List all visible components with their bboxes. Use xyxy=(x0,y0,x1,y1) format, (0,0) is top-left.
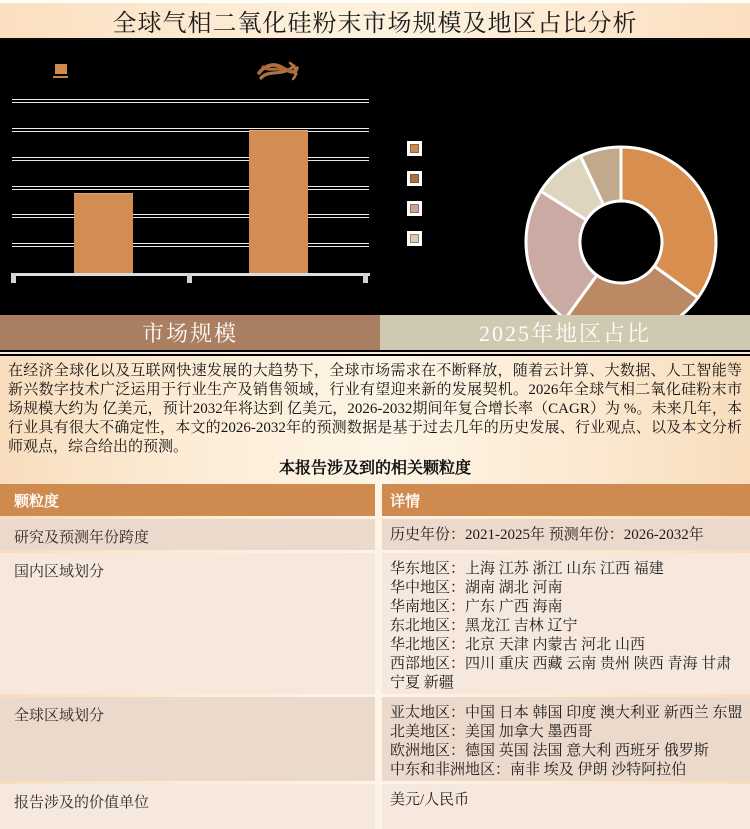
detail-line: 宁夏 新疆 xyxy=(390,675,454,691)
gridline xyxy=(12,157,369,161)
bar-chart-legend-underline xyxy=(53,76,68,78)
table-cell-granularity xyxy=(0,553,375,694)
banner-market-size-label: 市场规模 xyxy=(141,321,238,346)
gridline xyxy=(12,99,369,103)
body-section xyxy=(0,356,750,829)
banner-region-share xyxy=(380,315,750,350)
pie-legend-swatch-fill xyxy=(410,234,419,243)
redaction-scribble-icon xyxy=(256,58,300,84)
table-cell-details xyxy=(382,553,750,694)
detail-line: 亚太地区：中国 日本 韩国 印度 澳大利亚 新西兰 东盟 xyxy=(390,705,743,721)
title-bar xyxy=(0,0,750,40)
detail-line: 美元/人民币 xyxy=(390,792,470,808)
table-cell-granularity xyxy=(0,697,375,781)
detail-line: 西部地区：四川 重庆 西藏 云南 贵州 陕西 青海 甘肃 xyxy=(390,656,732,672)
row-label: 研究及预测年份跨度 xyxy=(14,530,150,546)
bar-chart-legend-swatch xyxy=(55,64,67,74)
detail-line: 欧洲地区：德国 英国 法国 意大利 西班牙 俄罗斯 xyxy=(390,743,709,759)
row-label: 国内区域划分 xyxy=(14,564,105,580)
pie-legend xyxy=(407,141,422,261)
pie-legend-swatch xyxy=(407,201,422,216)
pie-legend-swatch-fill xyxy=(410,144,419,153)
detail-line: 华南地区：广东 广西 海南 xyxy=(390,599,563,615)
detail-line: 华中地区：湖南 湖北 河南 xyxy=(390,580,563,596)
table-cell-details xyxy=(382,784,750,829)
detail-line: 东北地区：黑龙江 吉林 辽宁 xyxy=(390,618,578,634)
bar xyxy=(249,130,308,274)
pie-legend-swatch xyxy=(407,171,422,186)
granularity-table xyxy=(0,484,750,829)
table-cell-details xyxy=(382,519,750,550)
detail-line: 中东和非洲地区：南非 埃及 伊朗 沙特阿拉伯 xyxy=(390,762,687,778)
pie-legend-swatch-fill xyxy=(410,174,419,183)
table-row xyxy=(0,519,750,550)
table-row xyxy=(0,784,750,829)
table-section-heading: 本报告涉及到的相关颗粒度 xyxy=(278,460,471,477)
detail-line: 华北地区：北京 天津 内蒙古 河北 山西 xyxy=(390,637,646,653)
table-cell-granularity xyxy=(0,519,375,550)
table-row xyxy=(0,697,750,781)
gridline xyxy=(12,214,369,218)
bar xyxy=(74,193,133,274)
gridline xyxy=(12,186,369,190)
axis-tick xyxy=(363,273,368,283)
intro-paragraph: 在经济全球化以及互联网快速发展的大趋势下，全球市场需求在不断释放，随着云计算、大数据、人工智能等新兴数字技术广泛运用于行业生产及销售领域，行业有望迎来新的发展契机。2026年全球气相二氧化硅粉末市场规模大约为 亿美元，预计2032年将达到 亿美元，2026-2032期间年复合增长率（CAGR）为 %。未来几年，本行业具有很大不确定性，本文的2026-2032年的预测数据是基于过去几年的历史发展、行业观点、以及本文分析师观点，综合给出的预测。 xyxy=(8,363,742,455)
table-header-row xyxy=(0,484,750,516)
table-header-details: 详情 xyxy=(382,484,750,516)
axis-tick xyxy=(187,273,192,283)
table-row xyxy=(0,553,750,694)
donut-chart xyxy=(521,142,721,342)
pie-legend-swatch xyxy=(407,231,422,246)
table-cell-granularity xyxy=(0,784,375,829)
section-banner xyxy=(0,315,750,350)
chart-area xyxy=(0,40,750,315)
table-header-granularity: 颗粒度 xyxy=(0,484,375,516)
table-cell-details xyxy=(382,697,750,781)
pie-legend-swatch-fill xyxy=(410,204,419,213)
row-label: 全球区域划分 xyxy=(14,708,105,724)
detail-line: 华东地区：上海 江苏 浙江 山东 江西 福建 xyxy=(390,561,664,577)
detail-line: 北美地区：美国 加拿大 墨西哥 xyxy=(390,724,593,740)
banner-region-share-label: 2025年地区占比 xyxy=(478,321,651,346)
detail-line: 历史年份：2021-2025年 预测年份：2026-2032年 xyxy=(390,527,704,543)
pie-legend-swatch xyxy=(407,141,422,156)
axis-tick xyxy=(11,273,16,283)
page-title: 全球气相二氧化硅粉末市场规模及地区占比分析 xyxy=(112,11,638,37)
row-label: 报告涉及的价值单位 xyxy=(14,795,150,811)
gridline xyxy=(12,128,369,132)
gridline xyxy=(12,243,369,247)
banner-market-size xyxy=(0,315,380,350)
